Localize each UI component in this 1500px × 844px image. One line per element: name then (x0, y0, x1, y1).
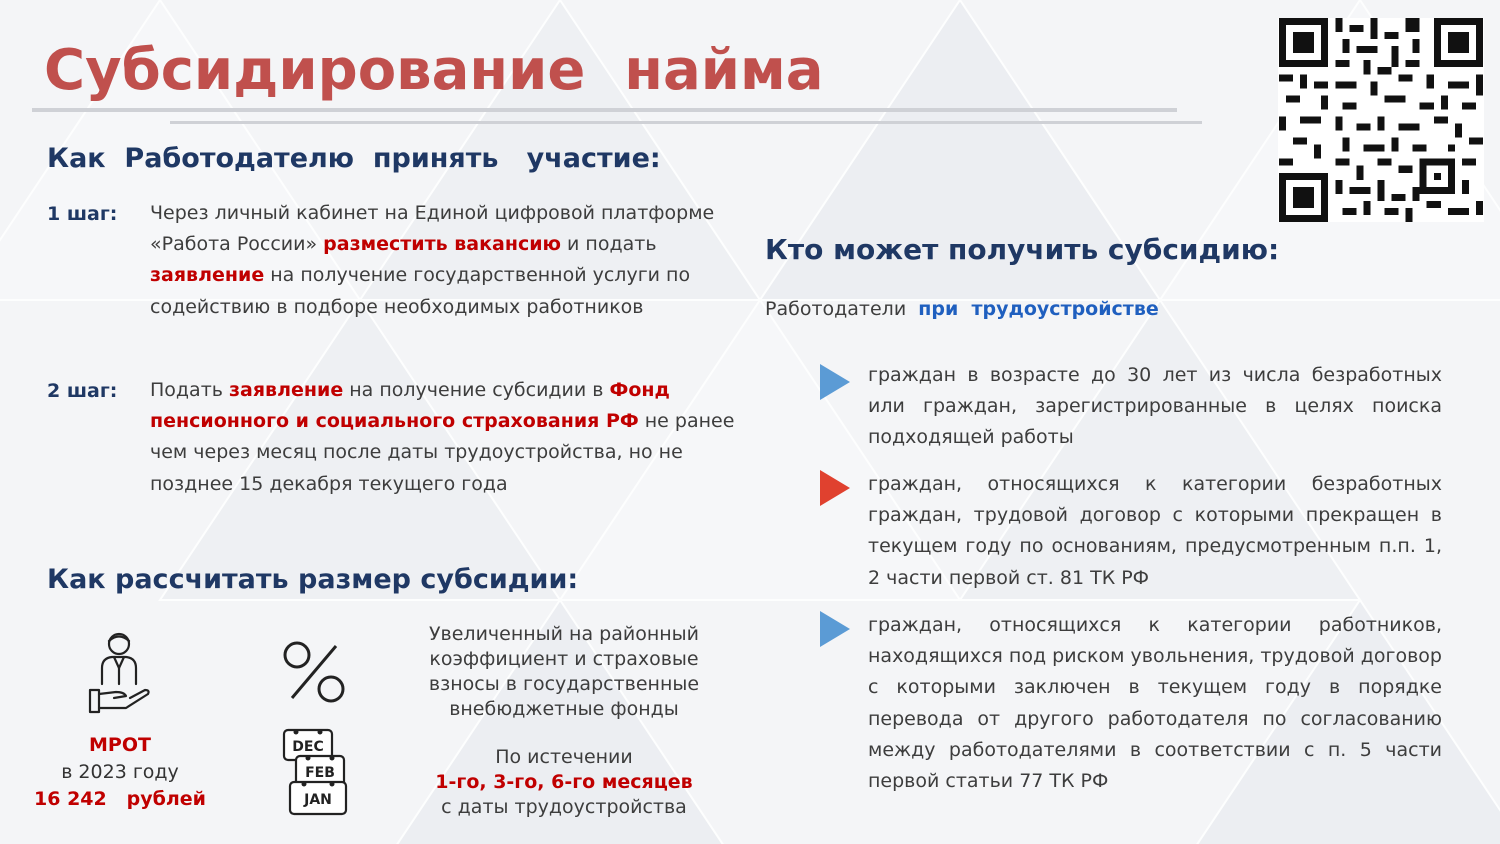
step2-text-c: не ранее чем через месяц после даты трудоустройства, но не позднее 15 декабря текущего года (150, 410, 735, 495)
participate-heading: Как Работодателю принять участие: (47, 143, 661, 174)
who-bullet-3: граждан, относящихся к категории работников, находящихся под риском увольнения, трудовой договор с которыми заключен в текущем году в порядке перевода от другого работодателя по согласованию между работодателями в соответствии с п. 5 части первой статьи 77 ТК РФ (868, 614, 1442, 793)
step1-text-a: Через личный кабинет на Единой цифровой платформе «Работа России» (150, 202, 715, 256)
title-underline-secondary (170, 121, 1202, 124)
bullet-arrow-icon (820, 470, 850, 506)
bullet-arrow-icon (820, 611, 850, 647)
period-block (405, 745, 723, 820)
who-bullet-1: граждан в возрасте до 30 лет из числа безработных или граждан, зарегистрированные в целях поиска подходящей работы (868, 364, 1442, 449)
percent-icon (280, 638, 348, 706)
mrot-year: в 2023 году (61, 761, 179, 783)
step1-text (150, 198, 740, 323)
page-title: Субсидирование найма (44, 38, 824, 103)
step1-text-b: и подать (561, 233, 657, 256)
mrot-label: МРОТ (89, 734, 151, 756)
coefficient-text: Увеличенный на районный коэффициент и страховые взносы в государственные внебюджетные фонды (428, 623, 700, 720)
calendar-label-jan: JAN (304, 792, 332, 808)
period-intro: По истечении (495, 746, 633, 768)
calc-heading: Как рассчитать размер субсидии: (47, 564, 579, 595)
step2-label: 2 шаг: (47, 380, 118, 402)
qr-code-icon (1278, 18, 1484, 222)
step1-highlight-vacancy: разместить вакансию (323, 233, 561, 256)
step2-highlight-application: заявление (229, 379, 344, 401)
title-underline (32, 108, 1177, 112)
who-intro (765, 298, 1159, 320)
step2-text-a: Подать (150, 379, 229, 401)
step1-text-c: на получение государственной услуги по содействию в подборе необходимых работников (150, 264, 691, 318)
employee-hand-icon (86, 628, 156, 716)
mrot-block (20, 732, 220, 813)
who-intro-highlight: при трудоустройстве (918, 298, 1159, 320)
period-highlight: 1-го, 3-го, 6-го месяцев (435, 771, 693, 793)
period-outro: с даты трудоустройства (441, 796, 687, 818)
calendar-label-dec: DEC (292, 739, 324, 755)
bullet-arrow-icon (820, 364, 850, 400)
who-intro-text: Работодатели (765, 298, 919, 320)
who-heading: Кто может получить субсидию: (765, 233, 1280, 266)
calendar-label-feb: FEB (305, 765, 335, 781)
step1-highlight-application: заявление (150, 264, 265, 287)
step2-highlight-fund: Фонд пенсионного и социального страхования РФ (150, 379, 670, 433)
who-bullet-2: граждан, относящихся к категории безработных граждан, трудовой договор с которыми прекращен в текущем году по основаниям, предусмотренным п.п. 1, 2 части первой ст. 81 ТК РФ (868, 473, 1442, 589)
mrot-value: 16 242 рублей (34, 788, 206, 810)
step1-label: 1 шаг: (47, 203, 118, 225)
calendar-icon (282, 726, 366, 818)
step2-text-b: на получение субсидии в (343, 379, 610, 401)
step2-text (150, 375, 750, 500)
